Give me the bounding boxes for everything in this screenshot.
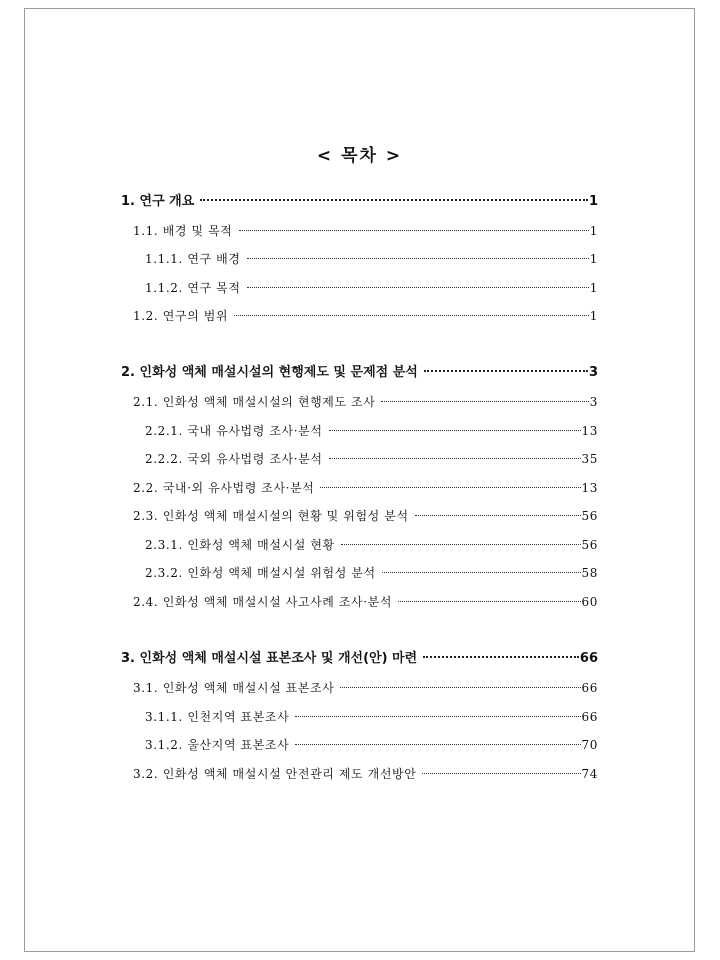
toc-entry-page: 35 <box>581 452 598 466</box>
toc-entry-page: 66 <box>581 710 598 724</box>
toc-entry[interactable] <box>145 535 598 555</box>
dot-leader <box>415 515 581 516</box>
toc-entry[interactable] <box>133 478 598 498</box>
toc-entry[interactable] <box>145 449 598 469</box>
toc-entry-label: 3.1.2. 울산지역 표본조사 <box>145 738 290 752</box>
toc-entry-page: 13 <box>581 481 598 495</box>
toc-entry[interactable] <box>133 392 598 412</box>
toc-entry-label: 1.1.1. 연구 배경 <box>145 252 241 266</box>
toc-entry-label: 1.1. 배경 및 목적 <box>133 224 233 238</box>
dot-leader <box>340 687 580 688</box>
dot-leader <box>424 370 588 372</box>
toc-entry-label: 2.3. 인화성 액체 매설시설의 현황 및 위험성 분석 <box>133 509 409 523</box>
toc-entry[interactable] <box>145 563 598 583</box>
toc-title: < 목차 > <box>316 146 403 166</box>
dot-leader <box>295 716 580 717</box>
toc-entry-page: 3 <box>589 395 598 409</box>
toc-entry[interactable] <box>145 707 598 727</box>
toc-entry-page: 56 <box>581 538 598 552</box>
dot-leader <box>329 430 581 431</box>
dot-leader <box>423 656 579 658</box>
toc-entry[interactable] <box>133 764 598 784</box>
dot-leader <box>382 572 581 573</box>
toc-entry-page: 13 <box>581 424 598 438</box>
toc-entry[interactable] <box>133 306 598 326</box>
dot-leader <box>200 199 588 201</box>
toc-entry-label: 3.2. 인화성 액체 매설시설 안전관리 제도 개선방안 <box>133 767 417 781</box>
toc-entry-label: 2.2. 국내·외 유사법령 조사·분석 <box>133 481 315 495</box>
toc-entry-page: 1 <box>588 194 598 209</box>
toc-entry[interactable] <box>145 421 598 441</box>
dot-leader <box>247 258 589 259</box>
dot-leader <box>295 744 580 745</box>
toc-entry-page: 1 <box>589 309 598 323</box>
toc-entry-page: 58 <box>581 566 598 580</box>
toc-entry[interactable] <box>133 221 598 241</box>
toc-entry-page: 70 <box>581 738 598 752</box>
toc-entry[interactable] <box>133 678 598 698</box>
dot-leader <box>381 401 588 402</box>
toc-entry-page: 74 <box>581 767 598 781</box>
toc-entry[interactable] <box>145 278 598 298</box>
dot-leader <box>234 315 589 316</box>
toc-entry[interactable] <box>133 506 598 526</box>
toc-entry-label: 3.1.1. 인천지역 표본조사 <box>145 710 290 724</box>
toc-entry-label: 1. 연구 개요 <box>121 194 195 209</box>
dot-leader <box>329 458 581 459</box>
toc-entry-label: 1.1.2. 연구 목적 <box>145 281 241 295</box>
toc-entry-label: 2.4. 인화성 액체 매설시설 사고사례 조사·분석 <box>133 595 393 609</box>
toc-entry-label: 2.3.1. 인화성 액체 매설시설 현황 <box>145 538 335 552</box>
dot-leader <box>239 230 589 231</box>
toc-entry-label: 3. 인화성 액체 매설시설 표본조사 및 개선(안) 마련 <box>121 651 418 666</box>
toc-entry[interactable] <box>145 249 598 269</box>
dot-leader <box>320 487 580 488</box>
toc-entry-page: 66 <box>581 681 598 695</box>
toc-entry[interactable] <box>121 649 598 669</box>
toc-entry[interactable] <box>133 592 598 612</box>
toc-entry-page: 1 <box>589 252 598 266</box>
toc-entry-label: 2.1. 인화성 액체 매설시설의 현행제도 조사 <box>133 395 376 409</box>
toc-entry-label: 1.2. 연구의 범위 <box>133 309 229 323</box>
toc-entry-page: 66 <box>579 651 598 666</box>
toc-entry[interactable] <box>121 363 598 383</box>
toc-entry-page: 60 <box>581 595 598 609</box>
toc-entry-label: 2. 인화성 액체 매설시설의 현행제도 및 문제점 분석 <box>121 365 418 380</box>
toc-entry-label: 2.3.2. 인화성 액체 매설시설 위험성 분석 <box>145 566 376 580</box>
toc-entry-page: 56 <box>581 509 598 523</box>
dot-leader <box>341 544 581 545</box>
toc-entry-page: 1 <box>589 281 598 295</box>
toc-entry[interactable] <box>121 192 598 212</box>
document-page <box>24 8 695 952</box>
dot-leader <box>422 773 580 774</box>
toc-entry-label: 2.2.2. 국외 유사법령 조사·분석 <box>145 452 323 466</box>
dot-leader <box>398 601 580 602</box>
toc-entry-label: 2.2.1. 국내 유사법령 조사·분석 <box>145 424 323 438</box>
toc-entry-label: 3.1. 인화성 액체 매설시설 표본조사 <box>133 681 335 695</box>
dot-leader <box>247 287 589 288</box>
toc-entry-page: 3 <box>588 365 598 380</box>
toc-entry[interactable] <box>145 735 598 755</box>
toc-entry-page: 1 <box>589 224 598 238</box>
